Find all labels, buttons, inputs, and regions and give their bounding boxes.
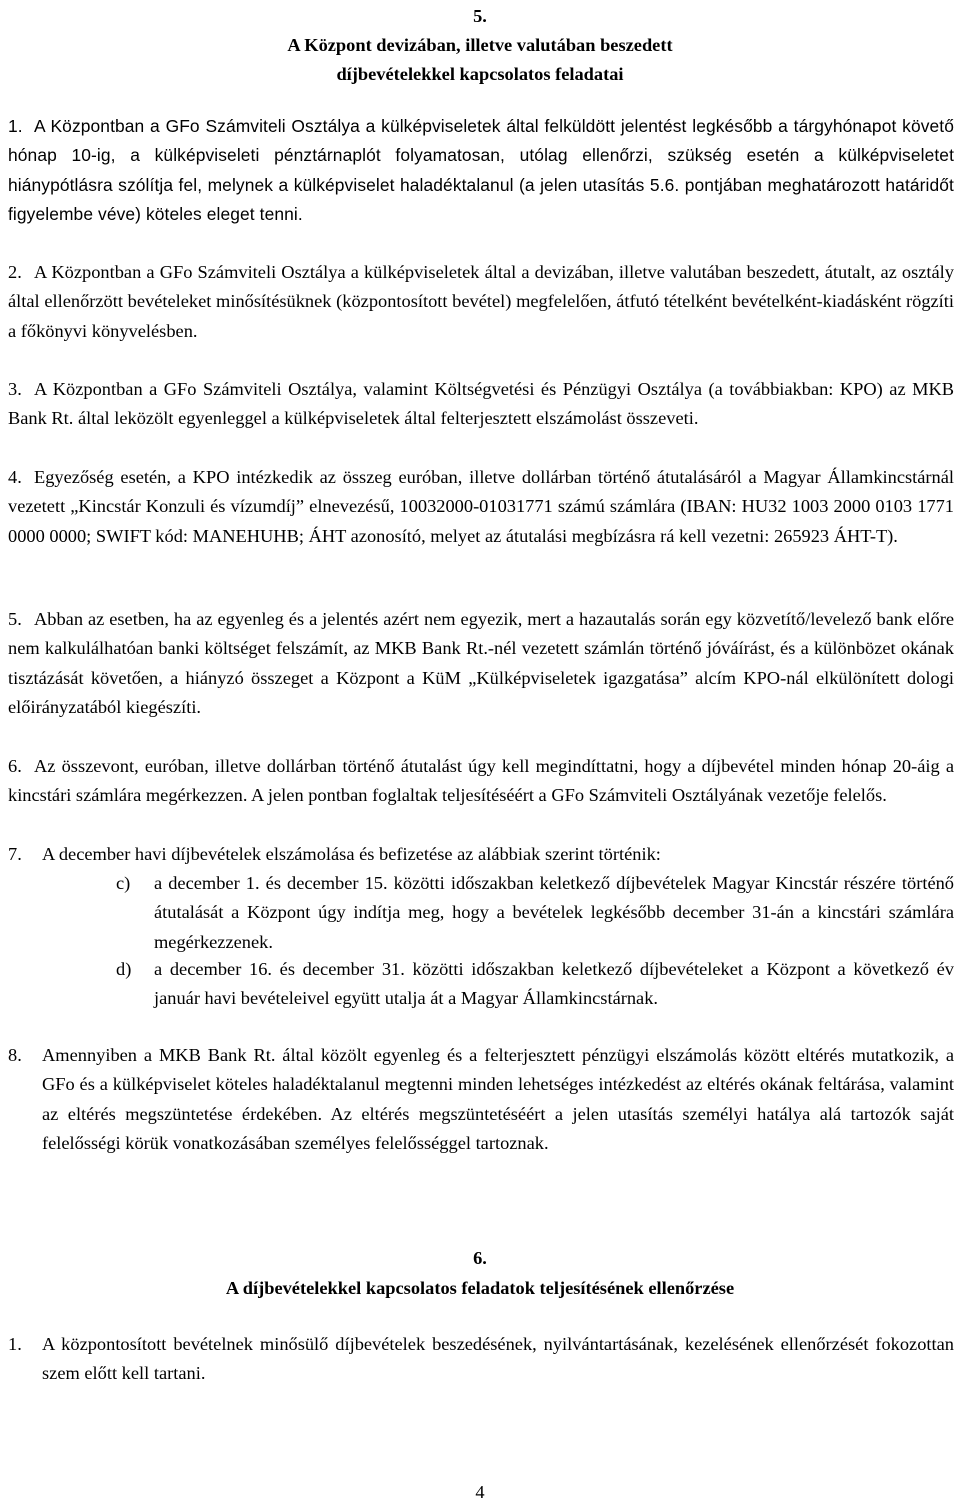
list-item-5-5 bbox=[8, 605, 954, 722]
section-5-title-line2: díjbevételekkel kapcsolatos feladatai bbox=[336, 64, 624, 84]
section-5-title-line1: A Központ devizában, illetve valutában beszedett bbox=[287, 35, 673, 55]
list-item-number: 2. bbox=[8, 262, 22, 282]
sub-item-7-c bbox=[116, 869, 954, 957]
list-item-text: A központosított bevételnek minősülő díjbevételek beszedésének, nyilvántartásának, kezelésének ellenőrzését fokozottan szem előtt kell tartani. bbox=[42, 1334, 954, 1384]
sub-item-text: a december 1. és december 15. közötti időszakban keletkező díjbevételek Magyar Kincstár részére történő átutalását a Központ úgy indítja meg, hogy a bevételek legkésőbb december 31-án a kincstári számlára megérkezzenek. bbox=[154, 873, 954, 952]
list-item-5-3 bbox=[8, 375, 954, 434]
list-item-number: 3. bbox=[8, 379, 22, 399]
list-item-text: Amennyiben a MKB Bank Rt. által közölt egyenleg és a felterjesztett pénzügyi elszámolás között eltérés mutatkozik, a GFo és a külképviselet köteles haladéktalanul megtenni minden lehetséges intézkedést az eltérés okának feltárása, valamint az eltérés megszüntetése érdekében. Az eltérés megszüntetéséért a jelen utasítás személyi hatálya alá tartozók saját felelősségi körük vonatkozásában személyes felelősséggel tartoznak. bbox=[42, 1045, 954, 1153]
list-item-text: Az összevont, euróban, illetve dollárban történő átutalást úgy kell megindíttatni, hogy a díjbevétel minden hónap 20-áig a kincstári számlára megérkezzen. A jelen pontban foglaltak teljesítéséért a GFo Számviteli Osztályának vezetője felelős. bbox=[8, 756, 954, 806]
list-item-number: 5. bbox=[8, 609, 22, 629]
list-item-5-2 bbox=[8, 258, 954, 346]
list-item-text: A december havi díjbevételek elszámolása és befizetése az alábbiak szerint történik: bbox=[42, 844, 661, 864]
section-6-title: A díjbevételekkel kapcsolatos feladatok teljesítésének ellenőrzése bbox=[225, 1278, 735, 1298]
list-item-6-1 bbox=[8, 1330, 954, 1389]
list-item-text: Egyezőség esetén, a KPO intézkedik az összeg euróban, illetve dollárban történő átutalásáról a Magyar Államkincstárnál vezetett „Kincstár Konzuli és vízumdíj” elnevezésű, 10032000-01031771 számú számlára (IBAN: HU32 1003 2000 0103 1771 0000 0000; SWIFT kód: MANEHUHB; ÁHT azonosító, melyet az átutalási megbízásra rá kell vezetni: 265923 ÁHT-T). bbox=[8, 467, 954, 546]
list-item-text: A Központban a GFo Számviteli Osztálya a külképviseletek által felküldött jelentést legkésőbb a tárgyhónapot követő hónap 10-ig, a külképviseleti pénztárnaplót folyamatosan, utólag ellenőrzi, szükség esetén a külképviseletet hiánypótlásra szólítja fel, melynek a külképviselet haladéktalanul (a jelen utasítás 5.6. pontjában meghatározott határidőt figyelembe véve) köteles eleget tenni. bbox=[8, 116, 954, 224]
list-item-5-8 bbox=[8, 1041, 954, 1158]
list-item-number: 6. bbox=[8, 756, 22, 776]
list-item-number: 7. bbox=[8, 844, 22, 864]
list-item-number: 1. bbox=[8, 1334, 22, 1354]
list-item-number: 4. bbox=[8, 467, 22, 487]
page-number: 4 bbox=[475, 1482, 485, 1502]
section-6-number: 6. bbox=[473, 1248, 487, 1268]
sub-item-letter: c) bbox=[116, 873, 131, 893]
list-item-text: A Központban a GFo Számviteli Osztálya, valamint Költségvetési és Pénzügyi Osztálya (a továbbiakban: KPO) az MKB Bank Rt. által leközölt egyenleggel a külképviseletek által felterjesztett elszámolást összeveti. bbox=[8, 379, 954, 429]
section-5-number: 5. bbox=[473, 6, 487, 26]
list-item-5-1 bbox=[8, 112, 954, 229]
list-item-number: 1. bbox=[8, 116, 23, 136]
sub-item-letter: d) bbox=[116, 959, 132, 979]
list-item-text: A Központban a GFo Számviteli Osztálya a külképviseletek által a devizában, illetve valutában beszedett, átutalt, az osztály által ellenőrzött bevételeket minősítésüknek (központosított bevétel) megfelelően, átfutó tételként bevételként-kiadásként rögzíti a főkönyvi könyvelésben. bbox=[8, 262, 954, 341]
list-item-5-7 bbox=[8, 840, 954, 869]
sub-item-7-d bbox=[116, 955, 954, 1014]
list-item-5-6 bbox=[8, 752, 954, 811]
list-item-number: 8. bbox=[8, 1045, 22, 1065]
list-item-text: Abban az esetben, ha az egyenleg és a jelentés azért nem egyezik, mert a hazautalás során egy közvetítő/levelező bank előre nem kalkulálhatóan banki költséget felszámít, az MKB Bank Rt.-nél vezetett számlán történő jóváírást, és a különbözet okának tisztázását követően, a hiányzó összeget a Központ a KüM „Külképviseletek igazgatása” alcím KPO-nál elkülönített dologi előirányzatából kiegészíti. bbox=[8, 609, 954, 717]
list-item-5-4 bbox=[8, 463, 954, 551]
sub-item-text: a december 16. és december 31. közötti időszakban keletkező díjbevételeket a Központ a következő év január havi bevételeivel együtt utalja át a Magyar Államkincstárnak. bbox=[154, 959, 954, 1009]
